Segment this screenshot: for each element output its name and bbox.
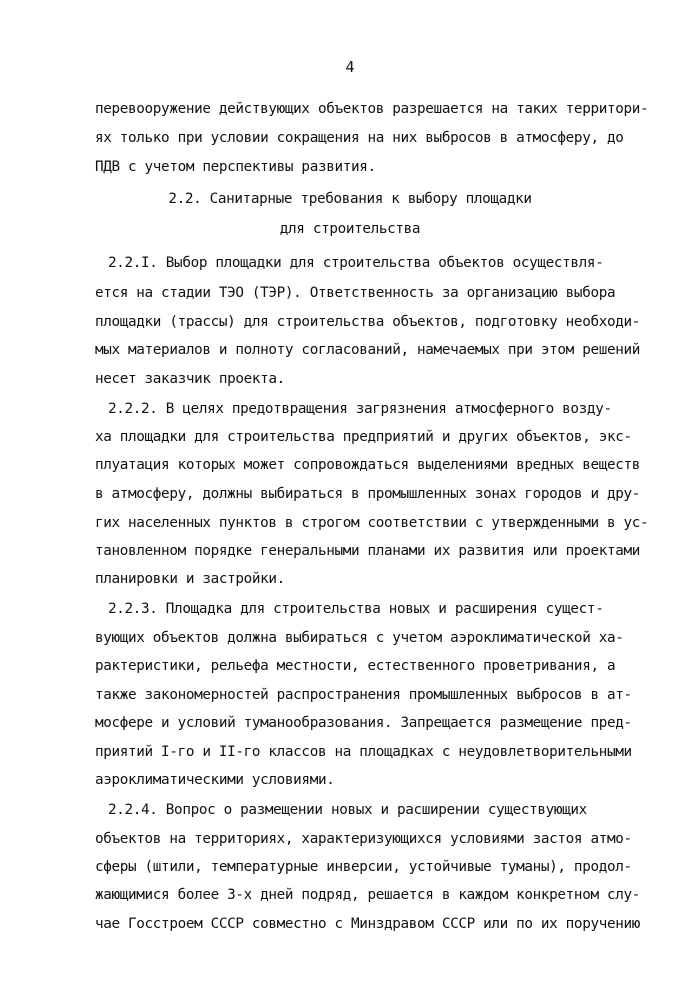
paragraph-2-2-3-line: также закономерностей распространения промышленных выбросов в ат- <box>95 687 632 703</box>
paragraph-2-2-1-line: мых материалов и полноту согласований, намечаемых при этом решений <box>95 342 640 358</box>
paragraph-2-2-3-line: 2.2.3. Площадка для строительства новых и расширения сущест- <box>108 601 604 617</box>
paragraph-2-2-2-line: гих населенных пунктов в строгом соответствии с утвержденными в ус- <box>95 515 649 531</box>
paragraph-2-2-1-line: несет заказчик проекта. <box>95 371 285 387</box>
paragraph-2-2-3-line: рактеристики, рельефа местности, естественного проветривания, а <box>95 658 616 674</box>
paragraph-2-2-3-line: аэроклиматическими условиями. <box>95 772 335 788</box>
paragraph-2-2-2-line: плуатация которых может сопровождаться выделениями вредных веществ <box>95 457 640 473</box>
paragraph-2-2-3-line: приятий I-го и II-го классов на площадках с неудовлетворительными <box>95 744 632 760</box>
section-heading-continuation: для строительства <box>279 221 421 237</box>
paragraph-2-2-4-line: жающимися более 3-х дней подряд, решается в каждом конкретном слу- <box>95 887 640 903</box>
text-line: ях только при условии сокращения на них выбросов в атмосферу, до <box>95 130 624 146</box>
paragraph-2-2-1-line: 2.2.I. Выбор площадки для строительства объектов осуществля- <box>108 255 604 271</box>
paragraph-2-2-3-line: вующих объектов должна выбираться с учетом аэроклиматической ха- <box>95 630 624 646</box>
paragraph-2-2-4-line: чае Госстроем СССР совместно с Минздравом СССР или по их поручению <box>95 916 640 932</box>
paragraph-2-2-2-line: ха площадки для строительства предприятий и других объектов, экс- <box>95 429 632 445</box>
paragraph-2-2-4-line: объектов на территориях, характеризующихся условиями застоя атмо- <box>95 831 632 847</box>
page-number: 4 <box>345 58 355 76</box>
text-line: ПДВ с учетом перспективы развития. <box>95 159 376 175</box>
paragraph-2-2-2-line: тановленном порядке генеральными планами их развития или проектами <box>95 543 640 559</box>
text-line: перевооружение действующих объектов разрешается на таких территори- <box>95 101 649 117</box>
paragraph-2-2-2-line: планировки и застройки. <box>95 571 285 587</box>
paragraph-2-2-3-line: мосфере и условий туманообразования. Запрещается размещение пред- <box>95 715 632 731</box>
paragraph-2-2-4-line: сферы (штили, температурные инверсии, устойчивые туманы), продол- <box>95 859 632 875</box>
paragraph-2-2-1-line: площадки (трассы) для строительства объектов, подготовку необходи- <box>95 314 640 330</box>
paragraph-2-2-1-line: ется на стадии ТЭО (ТЭР). Ответственность за организацию выбора <box>95 285 616 301</box>
section-heading: 2.2. Санитарные требования к выбору площадки <box>168 191 532 207</box>
paragraph-2-2-4-line: 2.2.4. Вопрос о размещении новых и расширении существующих <box>108 802 587 818</box>
paragraph-2-2-2-line: 2.2.2. В целях предотвращения загрязнения атмосферного возду- <box>108 401 612 417</box>
paragraph-2-2-2-line: в атмосферу, должны выбираться в промышленных зонах городов и дру- <box>95 486 640 502</box>
